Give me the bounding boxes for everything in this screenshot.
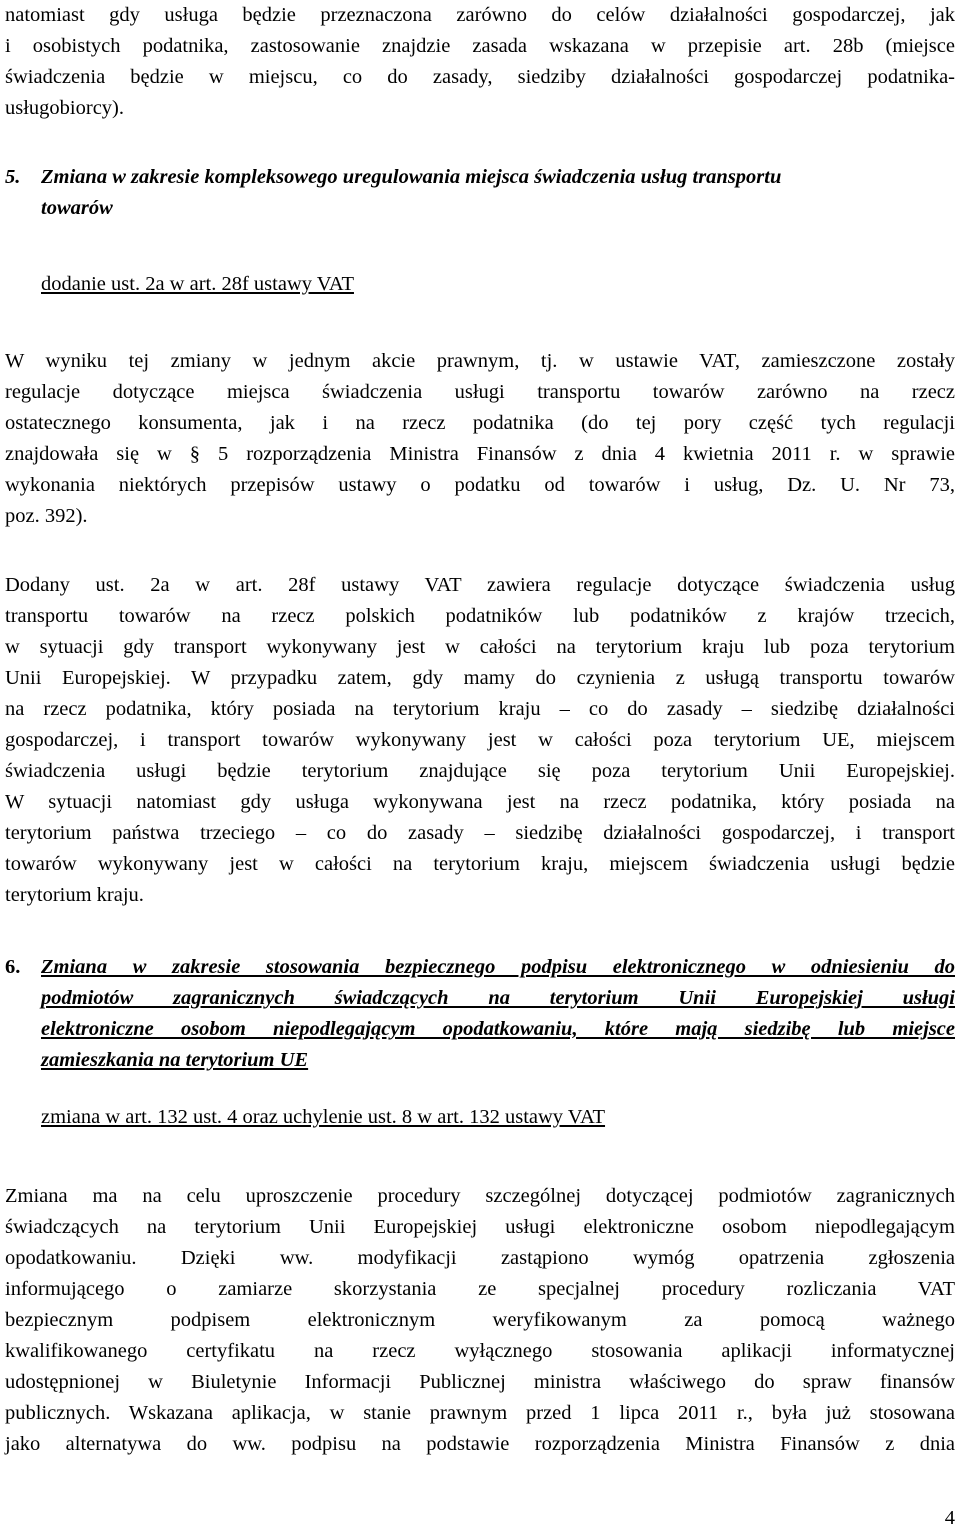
- section-6-number: 6.: [5, 956, 21, 978]
- section-6-paragraph-line: udostępnionej w Biuletynie Informacji Publicznej ministra właściwego do spraw finansów: [5, 1371, 955, 1393]
- section-5-paragraph-1-line: znajdowała się w § 5 rozporządzenia Ministra Finansów z dnia 4 kwietnia 2011 r. w sprawie: [5, 443, 955, 465]
- section-5-paragraph-2-line: Unii Europejskiej. W przypadku zatem, gdy mamy do czynienia z usługą transportu towarów: [5, 667, 955, 689]
- section-5-reference: dodanie ust. 2a w art. 28f ustawy VAT: [41, 273, 354, 295]
- section-5-paragraph-1-line: wykonania niektórych przepisów ustawy o podatku od towarów i usług, Dz. U. Nr 73,: [5, 474, 955, 496]
- section-5-paragraph-2-line: transportu towarów na rzecz polskich podatników lub podatników z krajów trzecich,: [5, 605, 955, 627]
- section-6-paragraph-line: bezpiecznym podpisem elektronicznym weryfikowanym za pomocą ważnego: [5, 1309, 955, 1331]
- section-5-paragraph-1-line: ostatecznego konsumenta, jak i na rzecz podatnika (do tej pory część tych regulacji: [5, 412, 955, 434]
- section-6-paragraph-line: kwalifikowanego certyfikatu na rzecz wyłącznego stosowania aplikacji informatycznej: [5, 1340, 955, 1362]
- section-6-paragraph-line: świadczących na terytorium Unii Europejskiej usługi elektroniczne osobom niepodlegającym: [5, 1216, 955, 1238]
- section-6-reference-row: [41, 1102, 955, 1132]
- section-5-reference-row: [41, 269, 955, 299]
- section-5-paragraph-1-line: regulacje dotyczące miejsca świadczenia usługi transportu towarów zarówno na rzecz: [5, 381, 955, 403]
- intro-line: i osobistych podatnika, zastosowanie znajdzie zasada wskazana w przepisie art. 28b (miejsce: [5, 35, 955, 57]
- section-5-paragraph-2-line: gospodarczej, i transport towarów wykonywany jest w całości poza terytorium UE, miejscem: [5, 729, 955, 751]
- section-5-title-line: Zmiana w zakresie kompleksowego uregulowania miejsca świadczenia usług transportu: [41, 166, 782, 188]
- section-6-heading: [5, 952, 955, 982]
- section-5-heading: [5, 162, 955, 192]
- section-5-paragraph-2-line: towarów wykonywany jest w całości na terytorium kraju, miejscem świadczenia usługi będzie: [5, 853, 955, 875]
- section-6-title-line: zamieszkania na terytorium UE: [41, 1049, 309, 1071]
- section-6-paragraph-line: Zmiana ma na celu uproszczenie procedury szczególnej dotyczącej podmiotów zagranicznych: [5, 1185, 955, 1207]
- section-6-reference: zmiana w art. 132 ust. 4 oraz uchylenie ust. 8 w art. 132 ustawy VAT: [41, 1106, 606, 1128]
- section-5-paragraph-1-line: W wyniku tej zmiany w jednym akcie prawnym, tj. w ustawie VAT, zamieszczone zostały: [5, 350, 955, 372]
- section-5-paragraph-2-line: w sytuacji gdy transport wykonywany jest w całości na terytorium kraju lub poza terytorium: [5, 636, 955, 658]
- section-5-paragraph-2-line: terytorium państwa trzeciego – co do zasady – siedzibę działalności gospodarczej, i transport: [5, 822, 955, 844]
- section-5-paragraph-2-line: świadczenia usługi będzie terytorium znajdujące się poza terytorium Unii Europejskiej.: [5, 760, 955, 782]
- section-6-paragraph-line: jako alternatywa do ww. podpisu na podstawie rozporządzenia Ministra Finansów z dnia: [5, 1433, 955, 1455]
- section-6-title-line: podmiotów zagranicznych świadczących na terytorium Unii Europejskiej usługi: [41, 987, 955, 1009]
- section-5-paragraph-2-line: na rzecz podatnika, który posiada na terytorium kraju – co do zasady – siedzibę działalności: [5, 698, 955, 720]
- section-5-paragraph-1-line: poz. 392).: [5, 505, 88, 527]
- section-6-paragraph-line: opodatkowaniu. Dzięki ww. modyfikacji zastąpiono wymóg opatrzenia zgłoszenia: [5, 1247, 955, 1269]
- section-5-paragraph-2-line: W sytuacji natomiast gdy usługa wykonywana jest na rzecz podatnika, który posiada na: [5, 791, 955, 813]
- section-6-title-line: elektroniczne osobom niepodlegającym opodatkowaniu, które mają siedzibę lub miejsce: [41, 1018, 955, 1040]
- section-5-paragraph-2-line: terytorium kraju.: [5, 884, 144, 906]
- page-number: 4: [944, 1507, 955, 1529]
- section-6-paragraph-line: informującego o zamiarze skorzystania ze specjalnej procedury rozliczania VAT: [5, 1278, 955, 1300]
- section-5-title-line: towarów: [41, 197, 113, 219]
- intro-line: natomiast gdy usługa będzie przeznaczona zarówno do celów działalności gospodarczej, jak: [5, 4, 955, 26]
- section-5-paragraph-2-line: Dodany ust. 2a w art. 28f ustawy VAT zawiera regulacje dotyczące świadczenia usług: [5, 574, 955, 596]
- intro-line: świadczenia będzie w miejscu, co do zasady, siedziby działalności gospodarczej podatnika-: [5, 66, 955, 88]
- section-6-title-line: Zmiana w zakresie stosowania bezpiecznego podpisu elektronicznego w odniesieniu do: [41, 956, 955, 978]
- intro-line: usługobiorcy).: [5, 97, 124, 119]
- section-6-paragraph-line: publicznych. Wskazana aplikacja, w stanie prawnym przed 1 lipca 2011 r., była już stosowana: [5, 1402, 955, 1424]
- section-5-number: 5.: [5, 166, 21, 188]
